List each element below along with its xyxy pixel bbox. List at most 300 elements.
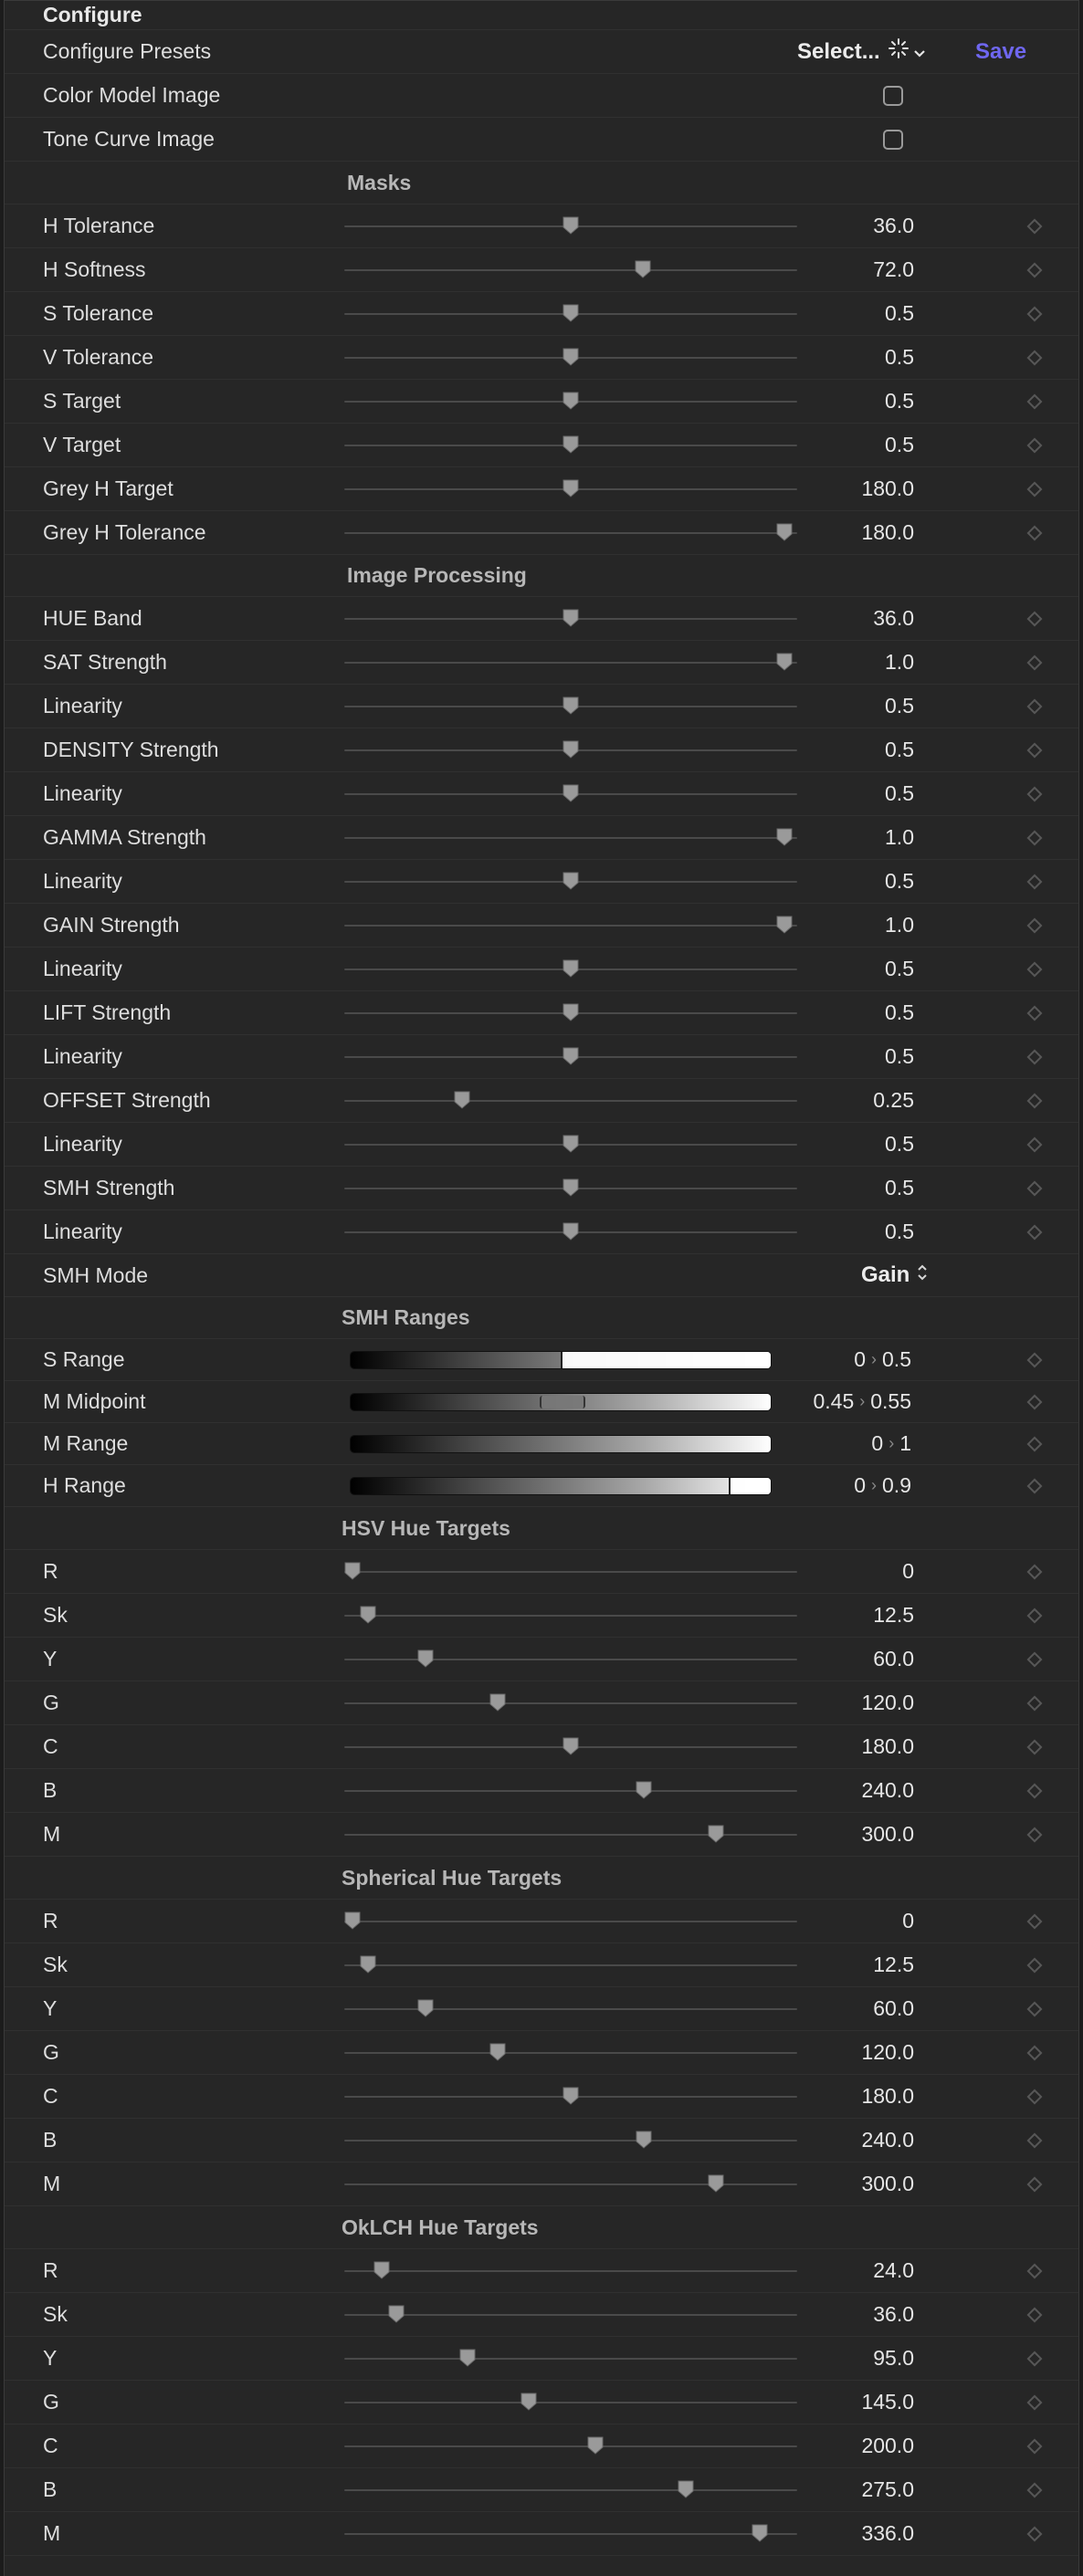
slider-row[interactable] (5, 336, 1078, 380)
slider-knob[interactable] (776, 523, 793, 541)
keyframe-diamond-icon[interactable] (1027, 526, 1043, 541)
hsv-hue-targets-section-header (5, 1507, 1078, 1550)
slider-row[interactable] (5, 1943, 1078, 1987)
slider-row[interactable] (5, 2424, 1078, 2468)
slider-track[interactable] (344, 2314, 797, 2316)
slider-value[interactable]: 1.0 (885, 825, 914, 849)
slider-label: G (43, 1691, 59, 1714)
slider-row[interactable] (5, 380, 1078, 424)
slider-track[interactable] (344, 1615, 797, 1617)
slider-row[interactable] (5, 860, 1078, 904)
slider-value[interactable]: 180.0 (861, 2084, 914, 2108)
slider-knob[interactable] (563, 1222, 579, 1241)
slider-value[interactable]: 180.0 (861, 520, 914, 544)
keyframe-diamond-icon[interactable] (1027, 1050, 1043, 1065)
slider-value[interactable]: 240.0 (861, 2128, 914, 2152)
range-label: S Range (43, 1347, 125, 1371)
checkbox[interactable] (883, 130, 903, 150)
save-button[interactable]: Save (975, 38, 1027, 64)
slider-value[interactable]: 0 (902, 1559, 914, 1583)
range-midpoint-handle[interactable] (540, 1396, 585, 1408)
range-label: M Midpoint (43, 1389, 146, 1413)
keyframe-diamond-icon[interactable] (1027, 918, 1043, 934)
section-title: Spherical Hue Targets (342, 1865, 563, 1890)
slider-knob[interactable] (635, 260, 651, 278)
slider-track[interactable] (344, 1571, 797, 1573)
checkbox[interactable] (883, 86, 903, 106)
slider-knob[interactable] (563, 1737, 579, 1755)
keyframe-diamond-icon[interactable] (1027, 2002, 1043, 2017)
slider-knob[interactable] (360, 1606, 376, 1624)
slider-row[interactable] (5, 1987, 1078, 2031)
presets-label: Configure Presets (43, 39, 212, 63)
inspector-panel (4, 0, 1079, 2576)
keyframe-diamond-icon[interactable] (1027, 1225, 1043, 1241)
slider-track[interactable] (344, 1921, 797, 1922)
slider-row[interactable] (5, 1079, 1078, 1123)
keyframe-diamond-icon[interactable] (1027, 1353, 1043, 1368)
slider-row[interactable] (5, 904, 1078, 948)
slider-value[interactable]: 12.5 (873, 1603, 914, 1627)
slider-label: G (43, 2390, 59, 2414)
keyframe-diamond-icon[interactable] (1027, 1608, 1043, 1624)
slider-track[interactable] (344, 2140, 797, 2141)
slider-track[interactable] (344, 925, 797, 927)
keyframe-diamond-icon[interactable] (1027, 1914, 1043, 1930)
slider-track[interactable] (344, 1100, 797, 1102)
slider-value[interactable]: 300.0 (861, 1822, 914, 1846)
slider-value[interactable]: 36.0 (873, 2302, 914, 2326)
slider-label: Linearity (43, 1132, 122, 1156)
range-label: H Range (43, 1473, 126, 1497)
slider-value[interactable]: 180.0 (861, 1734, 914, 1758)
slider-knob[interactable] (563, 740, 579, 759)
slider-value[interactable]: 12.5 (873, 1953, 914, 1976)
keyframe-diamond-icon[interactable] (1027, 1827, 1043, 1843)
keyframe-diamond-icon[interactable] (1027, 2395, 1043, 2411)
keyframe-diamond-icon[interactable] (1027, 2527, 1043, 2542)
sparkle-icon (888, 37, 910, 66)
slider-track[interactable] (344, 2445, 797, 2447)
slider-row[interactable] (5, 204, 1078, 248)
keyframe-diamond-icon[interactable] (1027, 1006, 1043, 1021)
range-label: M Range (43, 1431, 129, 1455)
slider-knob[interactable] (776, 653, 793, 671)
slider-knob[interactable] (563, 1003, 579, 1021)
keyframe-diamond-icon[interactable] (1027, 2264, 1043, 2279)
slider-label: OFFSET Strength (43, 1088, 211, 1112)
slider-knob[interactable] (459, 2349, 476, 2367)
slider-knob[interactable] (360, 1955, 376, 1974)
image-processing-section-header (5, 555, 1078, 597)
slider-track[interactable] (344, 662, 797, 664)
slider-label: M (43, 2521, 61, 2545)
slider-value[interactable]: 120.0 (861, 2040, 914, 2064)
slider-knob[interactable] (563, 1047, 579, 1065)
slider-knob[interactable] (636, 1781, 652, 1799)
section-title: SMH Ranges (342, 1305, 470, 1329)
keyframe-diamond-icon[interactable] (1027, 2308, 1043, 2323)
slider-value[interactable]: 0.5 (885, 738, 914, 761)
keyframe-diamond-icon[interactable] (1027, 1696, 1043, 1712)
range-value[interactable] (854, 1339, 911, 1380)
checkbox-row[interactable] (5, 74, 1078, 118)
slider-value[interactable]: 36.0 (873, 606, 914, 630)
keyframe-diamond-icon[interactable] (1027, 2483, 1043, 2498)
slider-row[interactable] (5, 2075, 1078, 2119)
slider-row[interactable] (5, 1638, 1078, 1681)
keyframe-diamond-icon[interactable] (1027, 394, 1043, 410)
smh-ranges-section-header (5, 1297, 1078, 1339)
spherical-hue-targets-section-header (5, 1857, 1078, 1900)
slider-knob[interactable] (417, 1649, 434, 1668)
range-high-value: 0.55 (870, 1389, 911, 1413)
slider-value[interactable]: 0.5 (885, 1044, 914, 1068)
slider-label: SAT Strength (43, 650, 167, 674)
slider-label: V Target (43, 433, 121, 456)
slider-knob[interactable] (678, 2480, 694, 2498)
slider-label: Linearity (43, 869, 122, 893)
slider-row[interactable] (5, 641, 1078, 685)
range-row[interactable] (5, 1465, 1078, 1507)
section-title: Masks (347, 170, 412, 194)
keyframe-diamond-icon[interactable] (1027, 219, 1043, 235)
slider-label: Sk (43, 2302, 68, 2326)
slider-track[interactable] (344, 2052, 797, 2054)
slider-label: C (43, 2434, 58, 2457)
slider-knob[interactable] (563, 872, 579, 890)
preset-select[interactable] (797, 30, 926, 73)
slider-knob[interactable] (454, 1091, 470, 1109)
keyframe-diamond-icon[interactable] (1027, 2089, 1043, 2105)
slider-label: C (43, 2084, 58, 2108)
slider-row[interactable] (5, 1725, 1078, 1769)
keyframe-diamond-icon[interactable] (1027, 655, 1043, 671)
slider-label: GAIN Strength (43, 913, 180, 937)
slider-value[interactable]: 60.0 (873, 1996, 914, 2020)
range-low-value: 0.45 (813, 1389, 855, 1413)
slider-value[interactable]: 36.0 (873, 214, 914, 237)
slider-row[interactable] (5, 2381, 1078, 2424)
slider-value[interactable]: 0.5 (885, 345, 914, 369)
range-separator-icon: › (871, 1350, 878, 1368)
keyframe-diamond-icon[interactable] (1027, 2351, 1043, 2367)
slider-knob[interactable] (563, 1135, 579, 1153)
slider-row[interactable] (5, 2162, 1078, 2206)
slider-knob[interactable] (563, 2087, 579, 2105)
keyframe-diamond-icon[interactable] (1027, 1437, 1043, 1452)
keyframe-diamond-icon[interactable] (1027, 2177, 1043, 2193)
slider-value[interactable]: 336.0 (861, 2521, 914, 2545)
slider-row[interactable] (5, 2031, 1078, 2075)
slider-knob[interactable] (563, 696, 579, 715)
keyframe-diamond-icon[interactable] (1027, 2439, 1043, 2455)
slider-track[interactable] (344, 2402, 797, 2403)
slider-knob[interactable] (776, 916, 793, 934)
slider-track[interactable] (344, 2358, 797, 2360)
keyframe-diamond-icon[interactable] (1027, 699, 1043, 715)
range-high-handle[interactable] (561, 1352, 771, 1368)
slider-label: H Softness (43, 257, 146, 281)
slider-track[interactable] (344, 1834, 797, 1836)
keyframe-diamond-icon[interactable] (1027, 1740, 1043, 1755)
slider-value[interactable]: 275.0 (861, 2477, 914, 2501)
page-title: Configure (43, 3, 142, 26)
slider-row[interactable] (5, 685, 1078, 728)
slider-value[interactable]: 145.0 (861, 2390, 914, 2414)
slider-row[interactable] (5, 1123, 1078, 1167)
slider-row[interactable] (5, 948, 1078, 991)
section-title: HSV Hue Targets (342, 1515, 510, 1540)
slider-row[interactable] (5, 1035, 1078, 1079)
slider-row[interactable] (5, 772, 1078, 816)
range-gradient-slider[interactable] (351, 1394, 771, 1410)
slider-value[interactable]: 200.0 (861, 2434, 914, 2457)
slider-label: G (43, 2040, 59, 2064)
slider-knob[interactable] (563, 216, 579, 235)
slider-label: Y (43, 2346, 58, 2370)
slider-label: Sk (43, 1953, 68, 1976)
slider-knob[interactable] (563, 304, 579, 322)
slider-track[interactable] (344, 2533, 797, 2535)
slider-knob[interactable] (563, 479, 579, 497)
keyframe-diamond-icon[interactable] (1027, 787, 1043, 802)
keyframe-diamond-icon[interactable] (1027, 1094, 1043, 1109)
slider-knob[interactable] (388, 2305, 405, 2323)
keyframe-diamond-icon[interactable] (1027, 1479, 1043, 1494)
slider-track[interactable] (344, 2008, 797, 2010)
slider-knob[interactable] (563, 392, 579, 410)
slider-row[interactable] (5, 2337, 1078, 2381)
slider-knob[interactable] (344, 1911, 361, 1930)
slider-row[interactable] (5, 1681, 1078, 1725)
slider-row[interactable] (5, 424, 1078, 467)
slider-track[interactable] (344, 1964, 797, 1966)
slider-value[interactable]: 120.0 (861, 1691, 914, 1714)
range-value[interactable] (854, 1465, 911, 1506)
slider-label: Sk (43, 1603, 68, 1627)
slider-row[interactable] (5, 511, 1078, 555)
slider-value[interactable]: 0.5 (885, 869, 914, 893)
slider-value[interactable]: 0 (902, 1909, 914, 1932)
smh-mode-label: SMH Mode (43, 1262, 149, 1287)
keyframe-diamond-icon[interactable] (1027, 1565, 1043, 1580)
slider-label: B (43, 2477, 58, 2501)
keyframe-diamond-icon[interactable] (1027, 1652, 1043, 1668)
slider-label: C (43, 1734, 58, 1758)
slider-value[interactable]: 72.0 (873, 257, 914, 281)
range-value[interactable] (813, 1381, 911, 1422)
slider-value[interactable]: 0.5 (885, 1000, 914, 1024)
slider-label: Y (43, 1647, 58, 1670)
range-row[interactable] (5, 1423, 1078, 1465)
chevron-updown-icon (917, 1262, 928, 1288)
slider-track[interactable] (344, 1790, 797, 1792)
smh-mode-value: Gain (861, 1262, 910, 1287)
masks-section-header (5, 162, 1078, 204)
slider-track[interactable] (344, 1702, 797, 1704)
slider-row[interactable] (5, 597, 1078, 641)
slider-value[interactable]: 0.5 (885, 301, 914, 325)
slider-knob[interactable] (520, 2393, 537, 2411)
slider-label: DENSITY Strength (43, 738, 219, 761)
smh-mode-popup[interactable] (861, 1254, 928, 1296)
keyframe-diamond-icon[interactable] (1027, 874, 1043, 890)
range-gradient-slider[interactable] (351, 1352, 771, 1368)
slider-knob[interactable] (776, 828, 793, 846)
slider-knob[interactable] (708, 2174, 724, 2193)
slider-row[interactable] (5, 1550, 1078, 1594)
range-gradient-slider[interactable] (351, 1478, 771, 1494)
range-high-handle[interactable] (729, 1478, 771, 1494)
slider-row[interactable] (5, 2512, 1078, 2556)
range-gradient-slider[interactable] (351, 1436, 771, 1452)
keyframe-diamond-icon[interactable] (1027, 1181, 1043, 1197)
slider-knob[interactable] (417, 1999, 434, 2017)
slider-value[interactable]: 60.0 (873, 1647, 914, 1670)
slider-value[interactable]: 0.5 (885, 433, 914, 456)
slider-value[interactable]: 1.0 (885, 913, 914, 937)
slider-value[interactable]: 0.25 (873, 1088, 914, 1112)
keyframe-diamond-icon[interactable] (1027, 482, 1043, 497)
slider-label: H Tolerance (43, 214, 155, 237)
slider-value[interactable]: 95.0 (873, 2346, 914, 2370)
slider-label: B (43, 1778, 58, 1802)
slider-row[interactable] (5, 1900, 1078, 1943)
slider-row[interactable] (5, 1210, 1078, 1254)
keyframe-diamond-icon[interactable] (1027, 351, 1043, 366)
slider-row[interactable] (5, 2468, 1078, 2512)
section-title: Image Processing (347, 563, 527, 587)
slider-track[interactable] (344, 837, 797, 839)
slider-value[interactable]: 240.0 (861, 1778, 914, 1802)
range-high-value: 1 (899, 1431, 911, 1455)
smh-mode-row[interactable] (5, 1254, 1078, 1297)
chevron-down-icon (913, 39, 926, 65)
oklch-hue-targets-section-header (5, 2206, 1078, 2249)
slider-track[interactable] (344, 1659, 797, 1660)
slider-label: V Tolerance (43, 345, 154, 369)
keyframe-diamond-icon[interactable] (1027, 2046, 1043, 2061)
slider-value[interactable]: 1.0 (885, 650, 914, 674)
slider-value[interactable]: 0.5 (885, 957, 914, 980)
slider-value[interactable]: 0.5 (885, 781, 914, 805)
slider-knob[interactable] (563, 609, 579, 627)
slider-knob[interactable] (489, 1693, 506, 1712)
slider-row[interactable] (5, 248, 1078, 292)
slider-label: M (43, 2172, 61, 2195)
checkbox-label: Tone Curve Image (43, 127, 215, 151)
slider-label: Linearity (43, 1044, 122, 1068)
range-low-value: 0 (871, 1431, 884, 1455)
keyframe-diamond-icon[interactable] (1027, 612, 1043, 627)
slider-track[interactable] (344, 2183, 797, 2185)
slider-label: S Target (43, 389, 121, 413)
slider-track[interactable] (344, 532, 797, 534)
slider-label: SMH Strength (43, 1176, 175, 1199)
slider-knob[interactable] (563, 1178, 579, 1197)
slider-label: S Tolerance (43, 301, 154, 325)
slider-label: GAMMA Strength (43, 825, 206, 849)
range-row[interactable] (5, 1339, 1078, 1381)
keyframe-diamond-icon[interactable] (1027, 1395, 1043, 1410)
slider-knob[interactable] (636, 2131, 652, 2149)
slider-track[interactable] (344, 2270, 797, 2272)
slider-label: Linearity (43, 781, 122, 805)
slider-row[interactable] (5, 2249, 1078, 2293)
slider-row[interactable] (5, 816, 1078, 860)
slider-row[interactable] (5, 991, 1078, 1035)
slider-row[interactable] (5, 467, 1078, 511)
slider-value[interactable]: 0.5 (885, 1176, 914, 1199)
slider-knob[interactable] (489, 2043, 506, 2061)
keyframe-diamond-icon[interactable] (1027, 307, 1043, 322)
slider-row[interactable] (5, 1769, 1078, 1813)
slider-row[interactable] (5, 1813, 1078, 1857)
slider-knob[interactable] (563, 348, 579, 366)
slider-row[interactable] (5, 292, 1078, 336)
slider-label: Linearity (43, 957, 122, 980)
keyframe-diamond-icon[interactable] (1027, 743, 1043, 759)
keyframe-diamond-icon[interactable] (1027, 1958, 1043, 1974)
slider-label: Grey H Tolerance (43, 520, 206, 544)
keyframe-diamond-icon[interactable] (1027, 438, 1043, 454)
slider-value[interactable]: 0.5 (885, 694, 914, 717)
range-row[interactable] (5, 1381, 1078, 1423)
slider-value[interactable]: 0.5 (885, 1132, 914, 1156)
slider-knob[interactable] (344, 1562, 361, 1580)
presets-row (5, 30, 1078, 74)
slider-knob[interactable] (563, 959, 579, 978)
configure-header (5, 1, 1078, 30)
slider-knob[interactable] (563, 435, 579, 454)
checkbox-label: Color Model Image (43, 83, 221, 107)
slider-track[interactable] (344, 2489, 797, 2491)
slider-knob[interactable] (563, 784, 579, 802)
range-separator-icon: › (859, 1392, 866, 1410)
checkbox-row[interactable] (5, 118, 1078, 162)
keyframe-diamond-icon[interactable] (1027, 2133, 1043, 2149)
slider-value[interactable]: 300.0 (861, 2172, 914, 2195)
keyframe-diamond-icon[interactable] (1027, 263, 1043, 278)
slider-row[interactable] (5, 2293, 1078, 2337)
keyframe-diamond-icon[interactable] (1027, 1784, 1043, 1799)
slider-track[interactable] (344, 269, 797, 271)
slider-knob[interactable] (587, 2436, 604, 2455)
slider-value[interactable]: 0.5 (885, 1220, 914, 1243)
slider-label: Grey H Target (43, 476, 173, 500)
slider-row[interactable] (5, 728, 1078, 772)
slider-knob[interactable] (752, 2524, 768, 2542)
slider-value[interactable]: 0.5 (885, 389, 914, 413)
slider-row[interactable] (5, 1594, 1078, 1638)
slider-row[interactable] (5, 1167, 1078, 1210)
range-value[interactable] (871, 1423, 911, 1464)
keyframe-diamond-icon[interactable] (1027, 962, 1043, 978)
slider-row[interactable] (5, 2119, 1078, 2162)
keyframe-diamond-icon[interactable] (1027, 831, 1043, 846)
keyframe-diamond-icon[interactable] (1027, 1137, 1043, 1153)
range-high-value: 0.9 (882, 1473, 911, 1497)
slider-knob[interactable] (708, 1825, 724, 1843)
slider-knob[interactable] (373, 2261, 390, 2279)
range-low-value: 0 (854, 1473, 867, 1497)
slider-label: Linearity (43, 694, 122, 717)
range-separator-icon: › (888, 1434, 895, 1452)
slider-value[interactable]: 180.0 (861, 476, 914, 500)
slider-label: B (43, 2128, 58, 2152)
slider-value[interactable]: 24.0 (873, 2258, 914, 2282)
